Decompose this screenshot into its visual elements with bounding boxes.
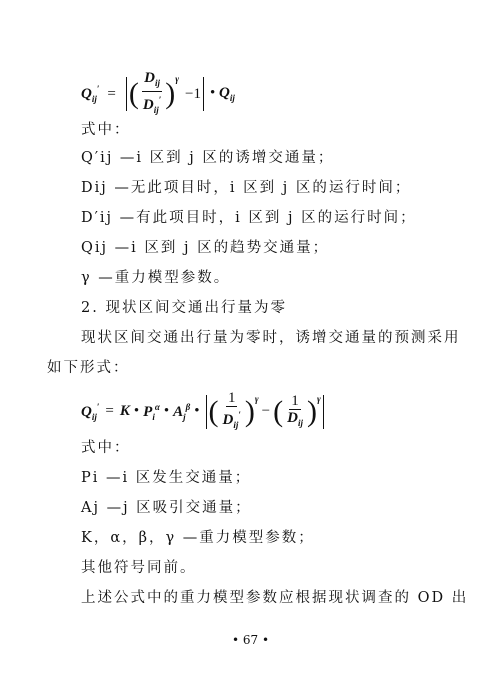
fraction-numerator: $D_{ij}$ [142,70,162,92]
page-number: • 67 • [231,633,270,647]
bracket-left [126,77,127,111]
bracket-left-2 [206,395,207,429]
paren-l-2b: ( [273,394,284,428]
bracket-right [203,77,204,111]
formula-2-a: $A_j^\beta$ [173,401,191,422]
where-label-1: 式中： [81,122,131,138]
paren-right: ) [165,77,176,110]
paren-l-2a: ( [208,394,219,428]
paren-r-2a: ) [244,394,255,428]
paragraph-1-line-1: 现状区间交通出行量为零时，诱增交通量的预测采用 [81,330,461,346]
definition-d-prime: D′ij —有此项目时，i 区到 j 区的运行时间； [81,210,417,226]
definition-gamma: γ —重力模型参数。 [81,270,231,286]
gamma-2b: γ [316,394,321,404]
dot-3: • [194,403,200,419]
dot-2: • [163,403,170,419]
definition-d: Dij —无此项目时，i 区到 j 区的运行时间； [81,180,412,196]
section-heading-2: 2. 现状区间交通出行量为零 [81,300,287,316]
paren-left: ( [128,77,139,110]
formula-1-fraction [141,70,163,118]
minus-2: − [261,403,271,419]
minus-one: −1 [185,85,201,102]
gamma-2a: γ [254,394,259,404]
frac-2a-den: $D_{ij}'$ [222,410,241,430]
where-label-2: 式中： [81,440,131,456]
definition-other: 其他符号同前。 [81,560,197,576]
formula-1 [81,70,235,118]
paren-r-2b: ) [306,394,317,428]
fraction-2b [285,393,305,431]
definition-p: Pi —i 区发生交通量； [81,470,252,486]
definition-q-prime: Q′ij —i 区到 j 区的诱增交通量； [81,150,335,166]
paragraph-1-line-2: 如下形式： [47,360,130,376]
formula-2-k: K [119,403,130,419]
formula-2-lhs: $Q_{ij}'$ [81,401,100,422]
fraction-denominator: $D_{ij}'$ [142,95,162,115]
dot-1: • [133,403,140,419]
gamma-exp: γ [175,74,179,84]
definition-params: K，α，β，γ —重力模型参数； [81,530,315,546]
paragraph-2: 上述公式中的重力模型参数应根据现状调查的 OD 出 [81,590,469,606]
definition-a: Aj —j 区吸引交通量； [81,500,252,516]
formula-2 [81,390,326,433]
formula-1-rhs: • $Q_{ij}$ [209,85,235,103]
formula-1-lhs: $Q_{ij}'$ [81,84,100,104]
fraction-2a [221,390,243,433]
formula-2-p: $P_i^\alpha$ [143,401,160,422]
frac-2b-num: 1 [291,392,299,409]
frac-2a-num: 1 [227,390,236,406]
formula-2-eq: = [105,403,114,419]
formula-1-equals: = [107,85,116,102]
bracket-right-2 [323,395,324,429]
definition-q: Qij —i 区到 j 区的趋势交通量； [81,240,330,256]
frac-2b-den: $D_{ij}$ [287,409,303,428]
